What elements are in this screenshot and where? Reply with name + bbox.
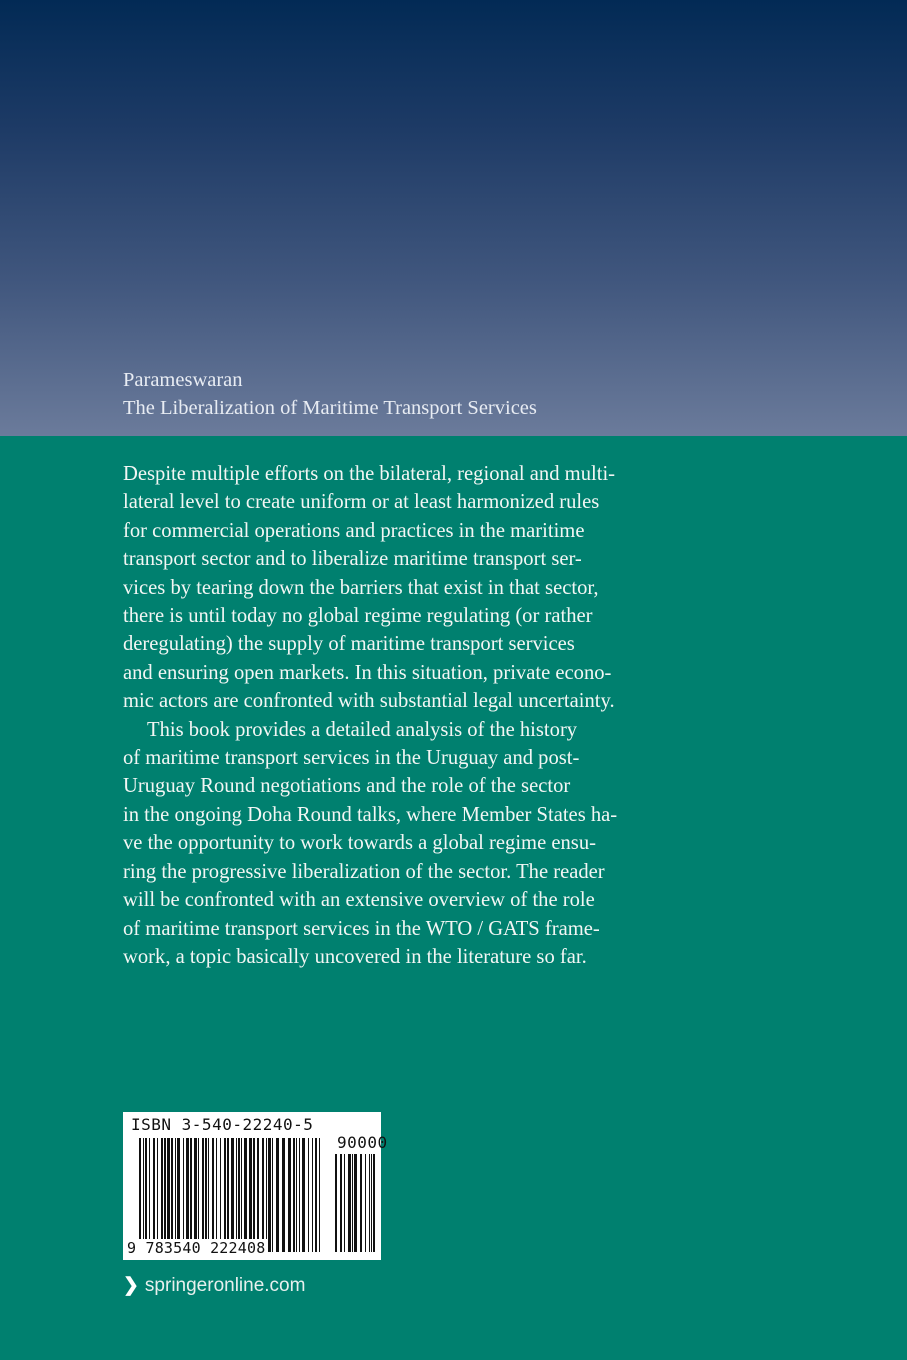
text-line: and ensuring open markets. In this situation, private econo- — [123, 661, 612, 684]
text-line: of maritime transport services in the WTO / GATS frame- — [123, 917, 600, 940]
book-description — [123, 460, 703, 971]
text-line: deregulating) the supply of maritime transport services — [123, 633, 575, 656]
chevron-right-icon: ❯ — [123, 1275, 139, 1296]
website-url: springeronline.com — [144, 1275, 306, 1296]
text-line: of maritime transport services in the Uruguay and post- — [123, 747, 580, 770]
book-title: The Liberalization of Maritime Transport Services — [123, 397, 537, 419]
text-line: transport sector and to liberalize maritime transport ser- — [123, 548, 582, 571]
text-line: This book provides a detailed analysis of the history — [147, 718, 578, 741]
text-line: there is until today no global regime regulating (or rather — [123, 605, 593, 628]
text-line: Uruguay Round negotiations and the role of the sector — [123, 775, 571, 798]
text-line: vices by tearing down the barriers that exist in that sector, — [123, 576, 599, 599]
text-line: ring the progressive liberalization of the sector. The reader — [123, 860, 605, 883]
text-line: for commercial operations and practices in the maritime — [123, 519, 585, 542]
isbn-barcode — [123, 1112, 388, 1260]
text-line: mic actors are confronted with substantial legal uncertainty. — [123, 690, 615, 713]
text-line: will be confronted with an extensive overview of the role — [123, 889, 595, 912]
price-code: 90000 — [337, 1133, 388, 1152]
text-line: work, a topic basically uncovered in the literature so far. — [123, 945, 587, 968]
author-name: Parameswaran — [123, 369, 243, 391]
description-paragraph-2 — [123, 716, 703, 972]
text-line: Despite multiple efforts on the bilateral, regional and multi- — [123, 463, 616, 485]
text-line: in the ongoing Doha Round talks, where Member States ha- — [123, 803, 618, 826]
text-line: lateral level to create uniform or at least harmonized rules — [123, 491, 600, 514]
text-line: ve the opportunity to work towards a global regime ensu- — [123, 832, 596, 855]
isbn-number: ISBN 3-540-22240-5 — [131, 1115, 314, 1134]
publisher-website[interactable] — [123, 1274, 305, 1297]
ean-number: 9 783540 222408 — [127, 1239, 266, 1257]
description-paragraph-1 — [123, 460, 703, 716]
